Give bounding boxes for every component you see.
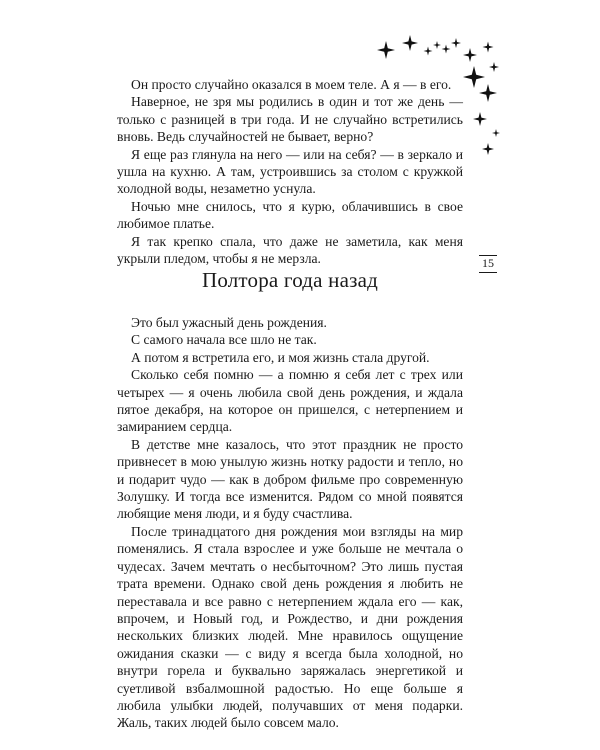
paragraph: Сколько себя помню — а помню я себя лет с трех или четырех — я очень любила свой день рождения, и ждала пятое декабря, на которое он пришелся, с нетерпением и замиранием сердца.: [117, 367, 463, 435]
paragraph: Ночью мне снилось, что я курю, облачившись в свое любимое платье.: [117, 198, 463, 232]
top-text-block: [117, 76, 463, 267]
paragraph: Он просто случайно оказался в моем теле. А я — в его.: [131, 77, 452, 92]
paragraph: После тринадцатого дня рождения мои взгляды на мир поменялись. Я стала взрослее и уже больше не мечтала о чудесах. Зачем мечтать о несбыточном? Это лишь пустая трата времени. Однако свой день рождения я любить не переставала и все равно с нетерпением ждала его — как, впрочем, и Новый год, и Рождество, и дни рождения нескольких близких людей. Мне нравилось ощущение ожидания сказки — с виду я всегда была холодной, но внутри горела и буквально заряжалась энергетикой и суетливой взбалмошной радостью. Но еще больше я любила улыбки людей, получавших от меня подарки. Жаль, таких людей было совсем мало.: [117, 523, 463, 731]
bottom-text-block: [117, 314, 463, 732]
paragraph: Я еще раз глянула на него — или на себя? — в зеркало и ушла на кухню. А там, устроившись за столом с кружкой холодной воды, незаметно уснула.: [117, 146, 463, 197]
paragraph: Наверное, не зря мы родились в один и тот же день — только с разницей в три года. И не случайно встретились вновь. Ведь случайностей не бывает, верно?: [117, 94, 463, 145]
chapter-title: Полтора года назад: [201, 268, 379, 292]
paragraph: А потом я встретила его, и моя жизнь стала другой.: [131, 349, 430, 365]
paragraph: В детстве мне казалось, что этот праздник не просто привнесет в мою унылую жизнь нотку радости и тепло, но и подарит чудо — как в добром фильме про современную Золушку. И тогда все изменится. Рядом со мной появятся любящие меня люди, и я буду счастлива.: [117, 436, 463, 522]
paragraph: Это был ужасный день рождения.: [131, 315, 327, 330]
paragraph: Я так крепко спала, что даже не заметила, как меня укрыли пледом, чтобы я не мерзла.: [117, 233, 463, 267]
paragraph: С самого начала все шло не так.: [131, 332, 317, 348]
page-number: 15: [479, 255, 497, 273]
